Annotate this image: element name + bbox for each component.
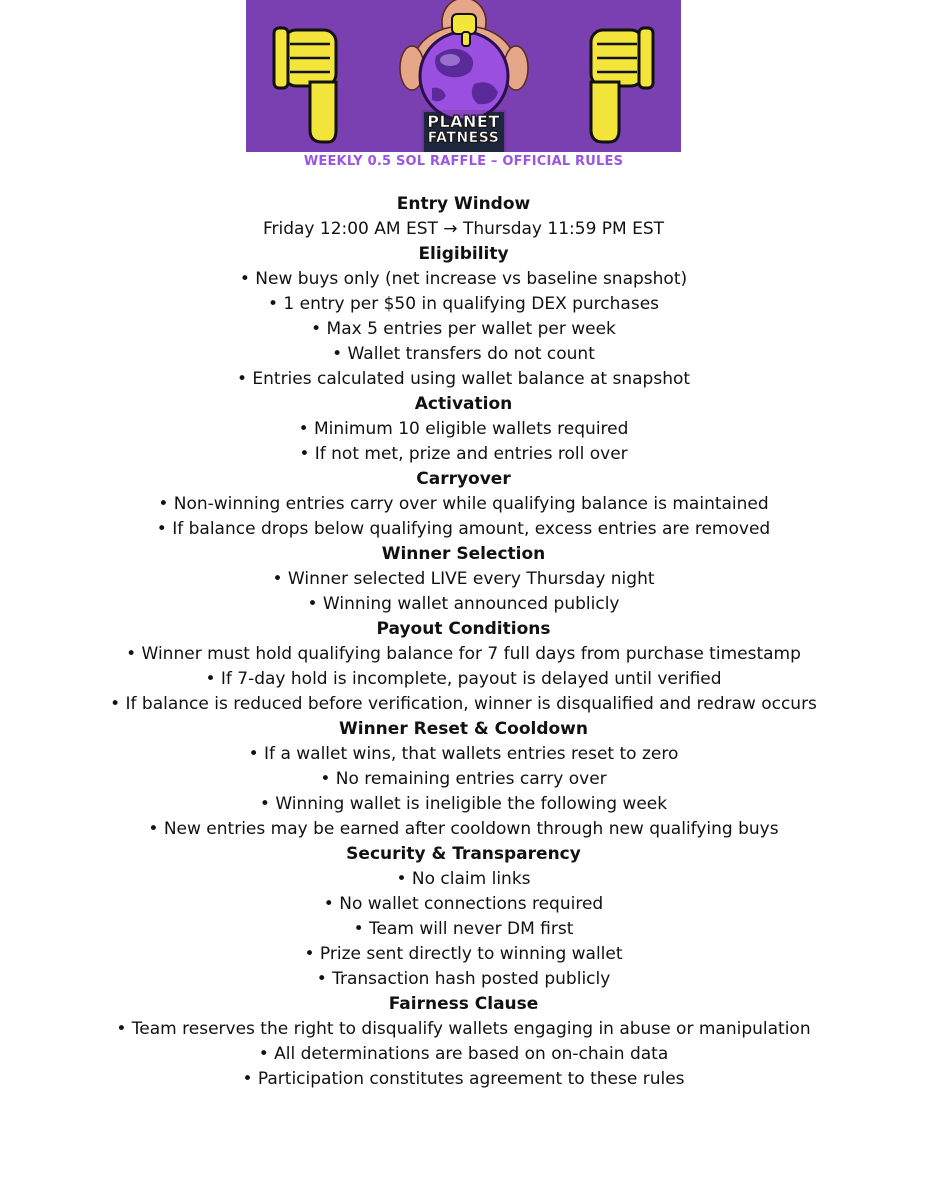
section-winner-reset xyxy=(0,717,927,842)
rule-line: • No remaining entries carry over xyxy=(320,769,607,789)
rule-line: • If 7-day hold is incomplete, payout is delayed until verified xyxy=(205,669,722,689)
logo-text-planet: PLANET xyxy=(427,112,500,131)
section-title: Eligibility xyxy=(418,244,509,264)
rule-line: • No wallet connections required xyxy=(323,894,604,914)
rule-line: • Team will never DM first xyxy=(353,919,574,939)
section-title: Activation xyxy=(414,394,513,414)
section-eligibility xyxy=(0,242,927,392)
rule-line: • Team reserves the right to disqualify wallets engaging in abuse or manipulation xyxy=(116,1019,811,1039)
rule-line: • Winner selected LIVE every Thursday night xyxy=(272,569,655,589)
section-payout-conditions xyxy=(0,617,927,717)
section-security xyxy=(0,842,927,992)
rule-line: • Winner must hold qualifying balance for 7 full days from purchase timestamp xyxy=(126,644,801,664)
rule-line: • New entries may be earned after cooldown through new qualifying buys xyxy=(148,819,779,839)
logo-text-fatness: FATNESS xyxy=(427,130,500,146)
section-carryover xyxy=(0,467,927,542)
rule-line: • Wallet transfers do not count xyxy=(332,344,595,364)
rule-line: • If a wallet wins, that wallets entries reset to zero xyxy=(248,744,679,764)
rule-line: • Transaction hash posted publicly xyxy=(316,969,611,989)
rule-line: Friday 12:00 AM EST → Thursday 11:59 PM EST xyxy=(262,219,665,239)
section-title: Fairness Clause xyxy=(388,994,539,1014)
rule-line: • If balance is reduced before verification, winner is disqualified and redraw occurs xyxy=(110,694,817,714)
section-entry-window xyxy=(0,192,927,242)
rule-line: • If balance drops below qualifying amount, excess entries are removed xyxy=(156,519,771,539)
section-fairness xyxy=(0,992,927,1092)
rule-line: • Minimum 10 eligible wallets required xyxy=(298,419,629,439)
section-title: Payout Conditions xyxy=(376,619,551,639)
rule-line: • Winning wallet announced publicly xyxy=(307,594,620,614)
rule-line: • Max 5 entries per wallet per week xyxy=(311,319,616,339)
rule-line: • Winning wallet is ineligible the following week xyxy=(259,794,668,814)
header-banner xyxy=(246,0,681,152)
section-title: Carryover xyxy=(416,469,511,489)
section-title: Winner Selection xyxy=(381,544,546,564)
rule-line: • 1 entry per $50 in qualifying DEX purchases xyxy=(267,294,660,314)
section-title: Winner Reset & Cooldown xyxy=(339,719,588,739)
rule-line: • Entries calculated using wallet balance at snapshot xyxy=(236,369,691,389)
rules-body xyxy=(0,192,927,1092)
rule-line: • If not met, prize and entries roll over xyxy=(299,444,628,464)
rule-line: • New buys only (net increase vs baseline snapshot) xyxy=(239,269,688,289)
section-winner-selection xyxy=(0,542,927,617)
section-title: Security & Transparency xyxy=(346,844,581,864)
section-activation xyxy=(0,392,927,467)
page-subtitle: WEEKLY 0.5 SOL RAFFLE – OFFICIAL RULES xyxy=(303,154,624,169)
rule-line: • All determinations are based on on-chain data xyxy=(258,1044,669,1064)
rule-line: • No claim links xyxy=(396,869,531,889)
rule-line: • Prize sent directly to winning wallet xyxy=(304,944,623,964)
section-title: Entry Window xyxy=(396,194,531,214)
rule-line: • Non-winning entries carry over while qualifying balance is maintained xyxy=(158,494,769,514)
rule-line: • Participation constitutes agreement to these rules xyxy=(242,1069,685,1089)
